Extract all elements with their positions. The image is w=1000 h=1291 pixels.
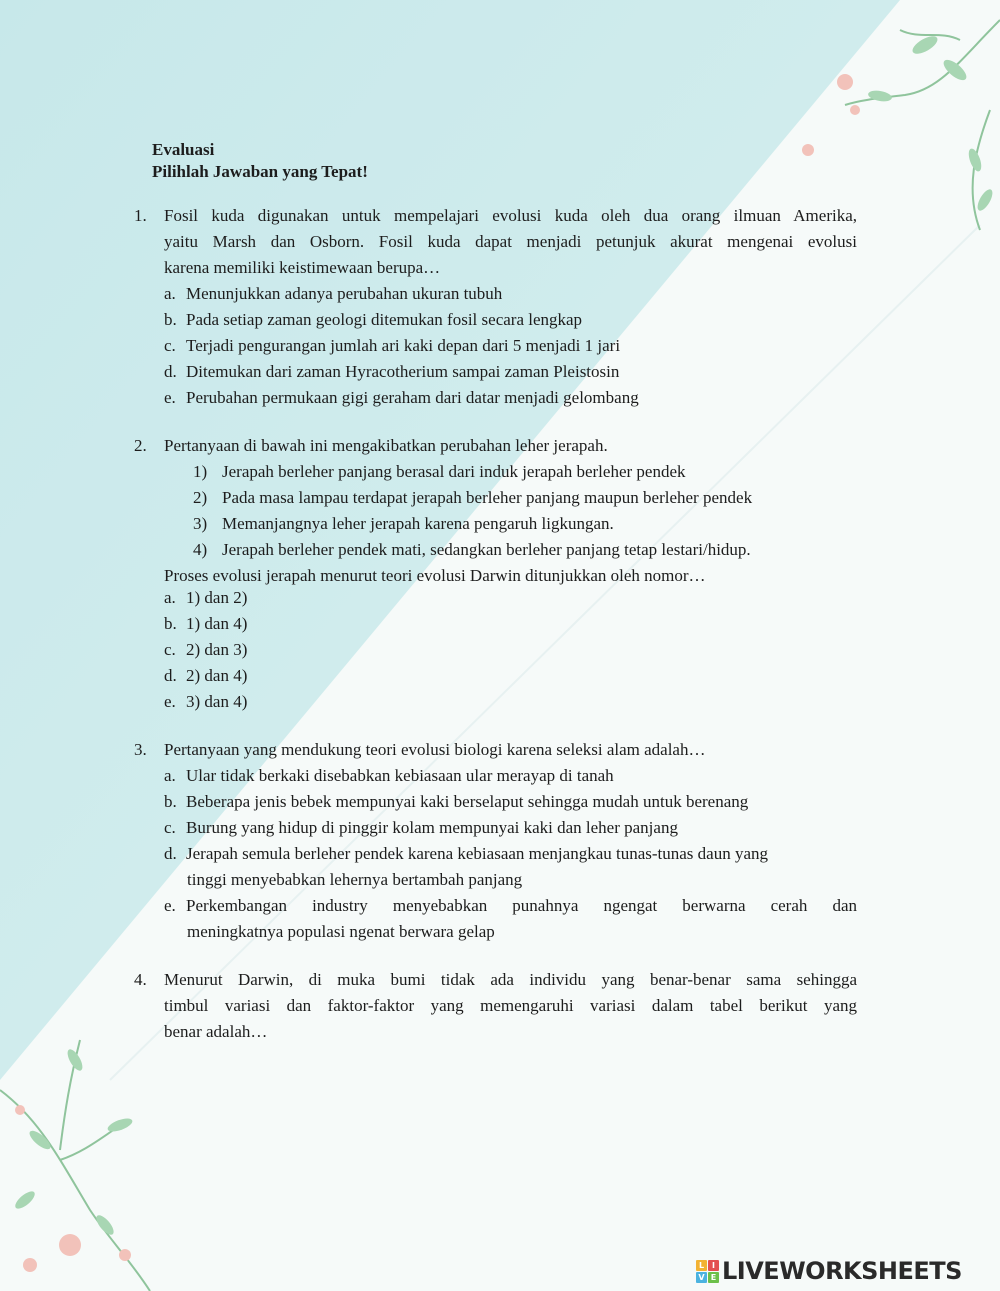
- question-2-prompt: Proses evolusi jerapah menurut teori evolusi Darwin ditunjukkan oleh nomor…: [164, 566, 706, 585]
- question-1-option-e[interactable]: [164, 385, 639, 411]
- question-3-option-d[interactable]: [164, 841, 768, 867]
- option-text: 2) dan 4): [186, 666, 248, 685]
- option-letter: b.: [164, 310, 177, 329]
- question-3-option-e-continued: meningkatnya populasi ngenat berwara gelap: [187, 922, 495, 941]
- statement-text: Jerapah berleher panjang berasal dari induk jerapah berleher pendek: [222, 462, 686, 481]
- option-text: Jerapah semula berleher pendek karena kebiasaan menjangkau tunas-tunas daun yang: [186, 844, 769, 863]
- question-1-option-c[interactable]: [164, 333, 620, 359]
- question-1-option-d[interactable]: [164, 359, 619, 385]
- logo-mark-tile: I: [708, 1260, 719, 1271]
- question-1-option-b[interactable]: [164, 307, 582, 333]
- option-text: Perkembangan industry menyebabkan punahnya ngengat berwarna cerah dan: [186, 896, 857, 915]
- question-2-option-e[interactable]: [164, 689, 247, 715]
- option-text: Ular tidak berkaki disebabkan kebiasaan ular merayap di tanah: [186, 766, 614, 785]
- worksheet-title: Evaluasi: [152, 140, 215, 159]
- liveworksheets-mark-icon: [696, 1260, 719, 1283]
- liveworksheets-logo: [696, 1256, 962, 1286]
- option-text: Beberapa jenis bebek mempunyai kaki berselaput sehingga mudah untuk berenang: [186, 792, 749, 811]
- option-text: 1) dan 4): [186, 614, 248, 633]
- option-letter: c.: [164, 336, 176, 355]
- question-3-option-a[interactable]: [164, 763, 614, 789]
- worksheet-instruction: Pilihlah Jawaban yang Tepat!: [152, 162, 368, 181]
- question-2-option-a[interactable]: [164, 585, 247, 611]
- option-letter: a.: [164, 766, 176, 785]
- logo-mark-tile: V: [696, 1272, 707, 1283]
- option-letter: b.: [164, 614, 177, 633]
- question-1-text-line: Fosil kuda digunakan untuk mempelajari evolusi kuda oleh dua orang ilmuan Amerika,: [164, 206, 857, 225]
- statement-text: Pada masa lampau terdapat jerapah berleher panjang maupun berleher pendek: [222, 488, 753, 507]
- question-2-option-c[interactable]: [164, 637, 247, 663]
- statement-number: 3): [193, 514, 208, 533]
- question-2-statement: [193, 485, 752, 511]
- question-2-number: 2.: [134, 436, 147, 455]
- option-letter: e.: [164, 896, 176, 915]
- logo-mark-tile: E: [708, 1272, 719, 1283]
- question-1-text-line: yaitu Marsh dan Osborn. Fosil kuda dapat menjadi petunjuk akurat mengenai evolusi: [164, 232, 857, 251]
- question-3-text-line: Pertanyaan yang mendukung teori evolusi biologi karena seleksi alam adalah…: [164, 740, 706, 759]
- logo-mark-tile: L: [696, 1260, 707, 1271]
- option-text: Menunjukkan adanya perubahan ukuran tubuh: [186, 284, 503, 303]
- option-letter: a.: [164, 588, 176, 607]
- option-text: 1) dan 2): [186, 588, 248, 607]
- option-text: Terjadi pengurangan jumlah ari kaki depan dari 5 menjadi 1 jari: [186, 336, 621, 355]
- statement-number: 2): [193, 488, 208, 507]
- statement-text: Memanjangnya leher jerapah karena pengaruh ligkungan.: [222, 514, 614, 533]
- question-3-option-e[interactable]: [164, 893, 857, 919]
- option-letter: d.: [164, 666, 177, 685]
- option-letter: b.: [164, 792, 177, 811]
- question-2-statement: [193, 511, 614, 537]
- option-letter: a.: [164, 284, 176, 303]
- question-1-text-line: karena memiliki keistimewaan berupa…: [164, 258, 441, 277]
- option-letter: e.: [164, 692, 176, 711]
- statement-text: Jerapah berleher pendek mati, sedangkan berleher panjang tetap lestari/hidup.: [222, 540, 751, 559]
- option-text: Burung yang hidup di pinggir kolam mempunyai kaki dan leher panjang: [186, 818, 678, 837]
- option-letter: e.: [164, 388, 176, 407]
- option-text: Ditemukan dari zaman Hyracotherium sampai zaman Pleistosin: [186, 362, 620, 381]
- question-1-number: 1.: [134, 206, 147, 225]
- option-text: 3) dan 4): [186, 692, 248, 711]
- question-4-text-line: Menurut Darwin, di muka bumi tidak ada individu yang benar-benar sama sehingga: [164, 970, 857, 989]
- liveworksheets-brand-text: LIVEWORKSHEETS: [722, 1257, 962, 1285]
- statement-number: 1): [193, 462, 208, 481]
- option-letter: c.: [164, 640, 176, 659]
- option-letter: d.: [164, 362, 177, 381]
- option-text: 2) dan 3): [186, 640, 248, 659]
- question-2-statement: [193, 459, 686, 485]
- question-3-option-c[interactable]: [164, 815, 678, 841]
- option-letter: c.: [164, 818, 176, 837]
- option-text: Perubahan permukaan gigi geraham dari datar menjadi gelombang: [186, 388, 639, 407]
- question-2-text-line: Pertanyaan di bawah ini mengakibatkan perubahan leher jerapah.: [164, 436, 608, 455]
- question-4-number: 4.: [134, 970, 147, 989]
- question-1-option-a[interactable]: [164, 281, 502, 307]
- question-3-option-b[interactable]: [164, 789, 748, 815]
- option-text: Pada setiap zaman geologi ditemukan fosil secara lengkap: [186, 310, 583, 329]
- question-2-option-d[interactable]: [164, 663, 247, 689]
- question-4-text-line: benar adalah…: [164, 1022, 268, 1041]
- question-3-number: 3.: [134, 740, 147, 759]
- question-2-option-b[interactable]: [164, 611, 247, 637]
- question-4-text-line: timbul variasi dan faktor-faktor yang memengaruhi variasi dalam tabel berikut yang: [164, 996, 857, 1015]
- question-2-statement: [193, 537, 751, 563]
- statement-number: 4): [193, 540, 208, 559]
- option-letter: d.: [164, 844, 177, 863]
- question-3-option-d-continued: tinggi menyebabkan lehernya bertambah panjang: [187, 870, 523, 889]
